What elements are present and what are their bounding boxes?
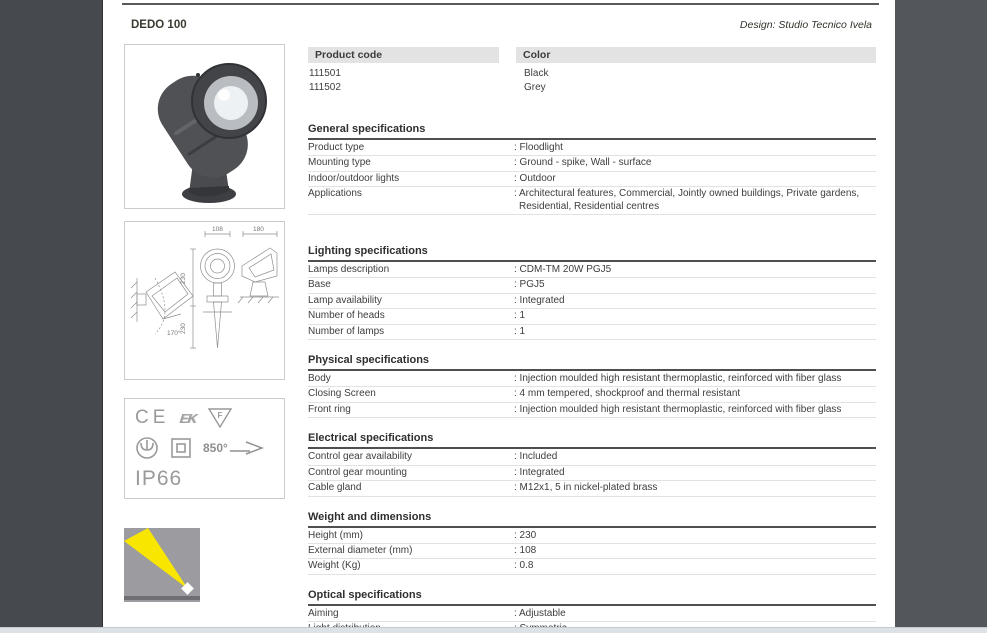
spec-row xyxy=(308,325,876,340)
color-value: Black xyxy=(524,68,549,79)
glow-wire-label: 850° xyxy=(203,441,228,455)
spec-row xyxy=(308,156,876,171)
spec-row xyxy=(308,294,876,309)
spec-value: : Integrated xyxy=(514,466,565,478)
spec-section-title: Weight and dimensions xyxy=(308,511,876,528)
spec-value: : CDM-TM 20W PGJ5 xyxy=(514,264,612,276)
color-value: Grey xyxy=(524,81,546,93)
spec-label: Number of heads xyxy=(308,310,385,322)
spec-row xyxy=(308,529,876,544)
spec-value: : Floodlight xyxy=(514,142,563,153)
spec-section-title: General specifications xyxy=(308,123,876,140)
spec-row xyxy=(308,607,876,622)
spec-row xyxy=(308,481,876,496)
spec-row xyxy=(308,466,876,481)
spec-label: External diameter (mm) xyxy=(308,544,413,556)
class-ii-insulation-icon xyxy=(170,437,192,459)
body-height-label: 230 xyxy=(180,273,187,284)
spec-section-title: Lighting specifications xyxy=(308,245,876,262)
spike-height-label: 230 xyxy=(180,323,187,334)
product-photo xyxy=(124,44,285,209)
spec-section xyxy=(308,354,876,418)
spec-label: Lamps description xyxy=(308,264,390,276)
spec-label: Number of lamps xyxy=(308,325,385,337)
front-width-label: 108 xyxy=(212,226,223,233)
spec-row xyxy=(308,263,876,278)
spec-value: : Integrated xyxy=(514,294,565,306)
viewer-right-background xyxy=(895,0,987,628)
spec-label: Aiming xyxy=(308,607,339,619)
spec-section xyxy=(308,511,876,575)
spec-value: : 108 xyxy=(514,544,537,556)
spec-label: Control gear mounting xyxy=(308,466,407,478)
datasheet-page xyxy=(104,0,895,628)
product-code: 111502 xyxy=(309,81,341,93)
spec-rows xyxy=(308,450,876,496)
spec-value: : 4 mm tempered, shockproof and thermal resistant xyxy=(514,388,741,400)
spec-row xyxy=(308,172,876,187)
spec-value: : Included xyxy=(514,451,558,463)
spec-label: Applications xyxy=(308,188,362,200)
product-title-bar xyxy=(123,15,879,34)
certification-marks xyxy=(124,398,285,499)
glow-wire-850-icon xyxy=(203,440,264,456)
spec-label: Closing Screen xyxy=(308,388,376,400)
spec-rows xyxy=(308,529,876,575)
spec-row xyxy=(308,309,876,324)
spec-label: Body xyxy=(308,373,331,385)
product-name: DEDO 100 xyxy=(131,18,187,31)
spec-value: : 0.8 xyxy=(514,560,534,572)
svg-text:F: F xyxy=(218,411,223,420)
spec-label: Front ring xyxy=(308,403,351,415)
enec-mark-icon: EK xyxy=(177,410,199,426)
spec-value: : Architectural features, Commercial, Jointly owned buildings, Private gardens, Residential, Residential centres xyxy=(514,188,860,212)
spec-row xyxy=(308,544,876,559)
technical-drawing xyxy=(124,221,285,380)
angle-label: 170° xyxy=(167,330,181,337)
spec-row xyxy=(308,387,876,402)
spec-rows xyxy=(308,263,876,340)
spec-section xyxy=(308,123,876,215)
spec-label: Control gear availability xyxy=(308,451,412,463)
spec-rows xyxy=(308,141,876,215)
spec-row xyxy=(308,141,876,156)
side-width-label: 180 xyxy=(253,226,264,233)
spec-label: Lamp availability xyxy=(308,294,382,306)
spec-label: Indoor/outdoor lights xyxy=(308,172,400,184)
spec-value: : PGJ5 xyxy=(514,279,545,291)
ce-mark-icon: CE xyxy=(135,407,170,428)
spec-sections xyxy=(308,123,876,633)
color-list xyxy=(516,67,876,94)
code-color-header xyxy=(308,47,876,63)
spec-section xyxy=(308,432,876,496)
viewer-bottom-bar xyxy=(0,627,987,633)
spec-row xyxy=(308,278,876,293)
floodlight-photo-illustration xyxy=(125,45,284,208)
spec-section-title: Physical specifications xyxy=(308,354,876,371)
spec-section-title: Optical specifications xyxy=(308,589,876,606)
product-code-list xyxy=(308,67,516,94)
spec-rows xyxy=(308,372,876,418)
dimension-drawing xyxy=(125,222,284,379)
spec-value: : 1 xyxy=(514,325,526,337)
code-color-values xyxy=(308,67,876,94)
viewer-left-background xyxy=(0,0,103,628)
spec-label: Weight (Kg) xyxy=(308,560,361,572)
spec-value: : Ground - spike, Wall - surface xyxy=(514,157,652,169)
spec-label: Base xyxy=(308,279,331,291)
spec-label: Mounting type xyxy=(308,157,371,169)
spec-row xyxy=(308,187,876,215)
color-header: Color xyxy=(516,47,876,63)
spec-row xyxy=(308,559,876,574)
product-code-header: Product code xyxy=(308,47,499,63)
light-distribution-image xyxy=(124,528,200,602)
spec-value: : 1 xyxy=(514,310,526,322)
spec-label: Product type xyxy=(308,142,365,153)
spec-row xyxy=(308,372,876,387)
spec-section xyxy=(308,245,876,340)
spec-value: : Adjustable xyxy=(514,607,566,619)
product-code: 111501 xyxy=(309,68,341,79)
spec-label: Cable gland xyxy=(308,482,362,494)
page-top-rule xyxy=(122,3,879,5)
spec-value: : Injection moulded high resistant thermoplastic, reinforced with fiber glass xyxy=(514,373,842,385)
spec-value: : Outdoor xyxy=(514,172,556,184)
spec-section-title: Electrical specifications xyxy=(308,432,876,449)
spec-label: Height (mm) xyxy=(308,529,364,541)
ip-rating: IP66 xyxy=(135,467,183,490)
specifications-column xyxy=(308,47,876,633)
spec-value: : M12x1, 5 in nickel-plated brass xyxy=(514,482,658,494)
spec-value: : Injection moulded high resistant thermoplastic, reinforced with fiber glass xyxy=(514,403,842,415)
spec-value: : 230 xyxy=(514,529,537,541)
spec-row xyxy=(308,403,876,418)
design-credit: Design: Studio Tecnico Ivela xyxy=(739,18,872,31)
beam-illustration xyxy=(124,528,200,602)
spec-row xyxy=(308,450,876,465)
f-triangle-icon xyxy=(207,407,233,429)
imq-circle-mark-icon xyxy=(135,436,159,460)
